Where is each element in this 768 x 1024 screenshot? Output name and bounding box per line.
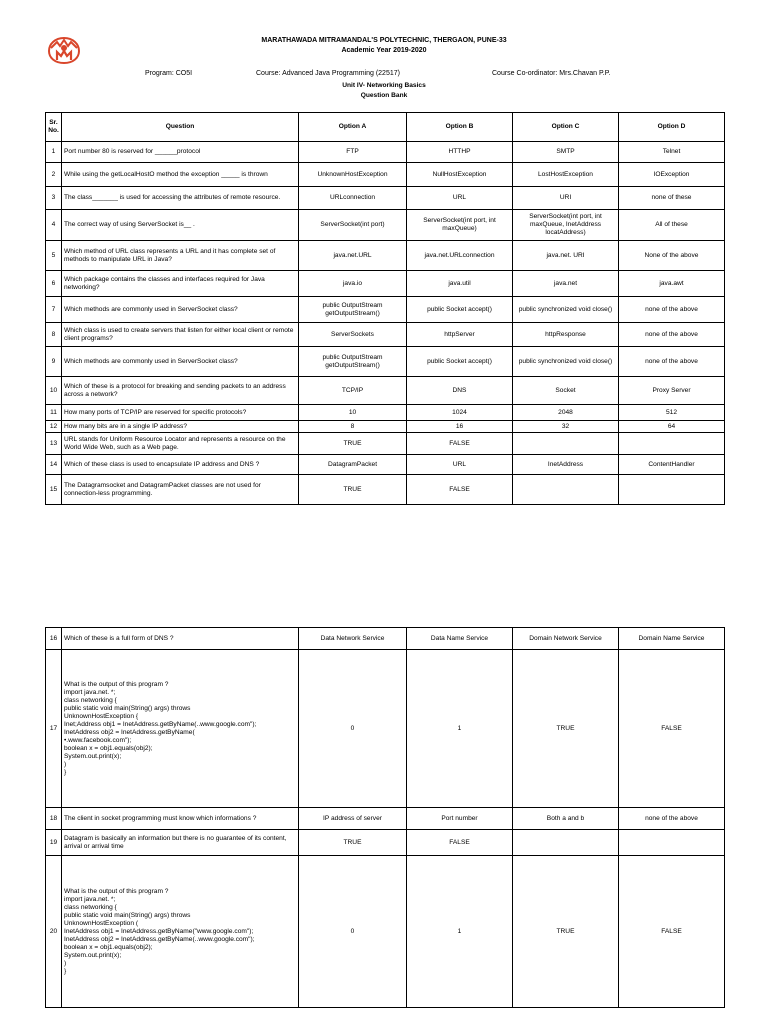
question-row [46, 475, 725, 505]
option-b: FALSE [407, 830, 513, 856]
question-text: URL stands for Uniform Resource Locator and represents a resource on the World Wide Web, such as a Web page. [62, 433, 299, 455]
option-d: 512 [619, 405, 725, 421]
question-number: 8 [46, 323, 62, 347]
option-c: SMTP [513, 142, 619, 163]
option-d: IOException [619, 163, 725, 187]
option-a: TCP/IP [299, 377, 407, 405]
option-b: 16 [407, 421, 513, 433]
question-text: What is the output of this program ? import java.net. *; class networking { public static void main(String() args) throws UnknownHostException ( InetAddress obj1 = InetAddress.getByName("www.google.com"); InetAddress obj2 = InetAddress.getByName(..www.google.com"); boolean x = obj1.equals(obj2); System.out.print(x); ) } [62, 856, 299, 1008]
option-b: public Socket accept() [407, 297, 513, 323]
question-number: 18 [46, 808, 62, 830]
question-row [46, 628, 725, 650]
option-d: All of these [619, 210, 725, 241]
question-text: The Datagramsocket and DatagramPacket classes are not used for connection-less programming. [62, 475, 299, 505]
option-a: public OutputStream getOutputStream() [299, 347, 407, 377]
question-text: How many ports of TCP/IP are reserved for specific protocols? [62, 405, 299, 421]
option-b: DNS [407, 377, 513, 405]
question-text: Which methods are commonly used in ServerSocket class? [62, 297, 299, 323]
question-number: 16 [46, 628, 62, 650]
course-label: Course: Advanced Java Programming (22517) [256, 70, 400, 77]
document-title: Question Bank [360, 92, 408, 99]
question-row [46, 271, 725, 297]
option-c: TRUE [513, 856, 619, 1008]
header-option-b: Option B [407, 113, 513, 142]
question-row [46, 142, 725, 163]
option-d: none of the above [619, 808, 725, 830]
question-row [46, 433, 725, 455]
header-sr-no: Sr. No. [46, 113, 62, 142]
option-a: TRUE [299, 830, 407, 856]
option-a: 8 [299, 421, 407, 433]
header-question: Question [62, 113, 299, 142]
option-c: Domain Network Service [513, 628, 619, 650]
option-b: java.util [407, 271, 513, 297]
question-text: Which package contains the classes and interfaces required for Java networking? [62, 271, 299, 297]
question-text: The correct way of using ServerSocket is__ . [62, 210, 299, 241]
option-c: java.net [513, 271, 619, 297]
question-number: 1 [46, 142, 62, 163]
option-a: java.net.URL [299, 241, 407, 271]
option-d [619, 433, 725, 455]
question-number: 12 [46, 421, 62, 433]
option-b: Data Name Service [407, 628, 513, 650]
option-b: 1 [407, 856, 513, 1008]
question-text: What is the output of this program ? import java.net. *; class networking { public static void main(String() args) throws UnknownHostException { Inet;Address obj1 = InetAddress.getByName(..www.google.com"); InetAddress obj2 = InetAddress.getByName( •.www.facebook.com"); boolean x = obj1.equals(obj2); System.out.print(x); ) } [62, 650, 299, 808]
question-number: 20 [46, 856, 62, 1008]
option-d [619, 830, 725, 856]
option-d: ContentHandler [619, 455, 725, 475]
question-text: Which of these is a protocol for breaking and sending packets to an address across a network? [62, 377, 299, 405]
coordinator-label: Course Co-ordinator: Mrs.Chavan P.P. [492, 70, 611, 77]
question-row [46, 405, 725, 421]
question-text: Which method of URL class represents a URL and it has complete set of methods to manipulate URL in Java? [62, 241, 299, 271]
option-c: ServerSocket(int port, int maxQueue, InetAddress locatAddress) [513, 210, 619, 241]
question-row [46, 455, 725, 475]
option-b: public Socket accept() [407, 347, 513, 377]
question-row [46, 856, 725, 1008]
option-a: UnknownHostException [299, 163, 407, 187]
question-number: 17 [46, 650, 62, 808]
option-d: none of the above [619, 347, 725, 377]
option-d: none of the above [619, 323, 725, 347]
question-row [46, 808, 725, 830]
option-a: IP address of server [299, 808, 407, 830]
question-text: The class_______ is used for accessing the attributes of remote resource. [62, 187, 299, 210]
question-text: Which of these is a full form of DNS ? [62, 628, 299, 650]
option-c: LostHostException [513, 163, 619, 187]
option-c: InetAddress [513, 455, 619, 475]
option-d: FALSE [619, 856, 725, 1008]
question-text: Datagram is basically an information but there is no guarantee of its content, arrival or arrival time [62, 830, 299, 856]
question-number: 19 [46, 830, 62, 856]
option-b: 1 [407, 650, 513, 808]
option-b: httpServer [407, 323, 513, 347]
question-text: While using the getLocalHostO method the exception _____ is thrown [62, 163, 299, 187]
option-b: URL [407, 455, 513, 475]
option-d: Telnet [619, 142, 725, 163]
option-c: Both a and b [513, 808, 619, 830]
header-option-c: Option C [513, 113, 619, 142]
option-b: URL [407, 187, 513, 210]
question-table-1 [45, 112, 725, 505]
program-label: Program: CO5I [145, 70, 193, 77]
option-d: FALSE [619, 650, 725, 808]
question-number: 9 [46, 347, 62, 377]
option-a: TRUE [299, 433, 407, 455]
question-number: 4 [46, 210, 62, 241]
option-d [619, 475, 725, 505]
question-number: 14 [46, 455, 62, 475]
question-row [46, 187, 725, 210]
option-a: FTP [299, 142, 407, 163]
question-row [46, 241, 725, 271]
option-a: ServerSockets [299, 323, 407, 347]
option-d: Proxy Server [619, 377, 725, 405]
question-text: How many bits are in a single IP address? [62, 421, 299, 433]
question-number: 6 [46, 271, 62, 297]
institute-name: MARATHAWADA MITRAMANDAL'S POLYTECHNIC, THERGAON, PUNE-33 [261, 37, 507, 44]
option-b: ServerSocket(int port, int maxQueue) [407, 210, 513, 241]
academic-year: Academic Year 2019-2020 [341, 47, 427, 54]
option-d: None of the above [619, 241, 725, 271]
option-c: 2048 [513, 405, 619, 421]
question-number: 10 [46, 377, 62, 405]
option-c: public synchronized void close() [513, 297, 619, 323]
question-row [46, 650, 725, 808]
unit-title: Unit IV- Networking Basics [342, 82, 426, 89]
option-a: URLconnection [299, 187, 407, 210]
option-b: FALSE [407, 433, 513, 455]
option-b: NullHostException [407, 163, 513, 187]
question-row [46, 210, 725, 241]
option-c: httpResponse [513, 323, 619, 347]
option-d: 64 [619, 421, 725, 433]
question-row [46, 297, 725, 323]
option-a: Data Network Service [299, 628, 407, 650]
option-a: java.io [299, 271, 407, 297]
question-number: 15 [46, 475, 62, 505]
option-c [513, 475, 619, 505]
option-c: URI [513, 187, 619, 210]
option-c: java.net. URI [513, 241, 619, 271]
question-text: Which of these class is used to encapsulate IP address and DNS ? [62, 455, 299, 475]
option-b: 1024 [407, 405, 513, 421]
question-number: 11 [46, 405, 62, 421]
question-number: 7 [46, 297, 62, 323]
question-text: Port number 80 is reserved for ______protocol [62, 142, 299, 163]
option-c: TRUE [513, 650, 619, 808]
option-a: public OutputStream getOutputStream() [299, 297, 407, 323]
option-b: FALSE [407, 475, 513, 505]
option-c: public synchronized void close() [513, 347, 619, 377]
option-a: ServerSocket(int port) [299, 210, 407, 241]
question-row [46, 421, 725, 433]
option-b: Port number [407, 808, 513, 830]
question-number: 3 [46, 187, 62, 210]
question-row [46, 347, 725, 377]
option-a: TRUE [299, 475, 407, 505]
question-text: Which class is used to create servers that listen for either local client or remote client programs? [62, 323, 299, 347]
option-c: 32 [513, 421, 619, 433]
question-row [46, 830, 725, 856]
option-a: 0 [299, 650, 407, 808]
question-row [46, 323, 725, 347]
question-row [46, 163, 725, 187]
question-number: 13 [46, 433, 62, 455]
option-c: Socket [513, 377, 619, 405]
option-b: HTTHP [407, 142, 513, 163]
option-a: 0 [299, 856, 407, 1008]
option-c [513, 433, 619, 455]
question-text: Which methods are commonly used in ServerSocket class? [62, 347, 299, 377]
header-option-a: Option A [299, 113, 407, 142]
question-table-2 [45, 627, 725, 1008]
question-text: The client in socket programming must know which informations ? [62, 808, 299, 830]
option-a: DatagramPacket [299, 455, 407, 475]
option-c [513, 830, 619, 856]
option-d: java.awt [619, 271, 725, 297]
option-a: 10 [299, 405, 407, 421]
option-d: none of the above [619, 297, 725, 323]
option-d: Domain Name Service [619, 628, 725, 650]
question-number: 2 [46, 163, 62, 187]
option-d: none of these [619, 187, 725, 210]
option-b: java.net.URLconnection [407, 241, 513, 271]
question-number: 5 [46, 241, 62, 271]
question-row [46, 377, 725, 405]
header-option-d: Option D [619, 113, 725, 142]
